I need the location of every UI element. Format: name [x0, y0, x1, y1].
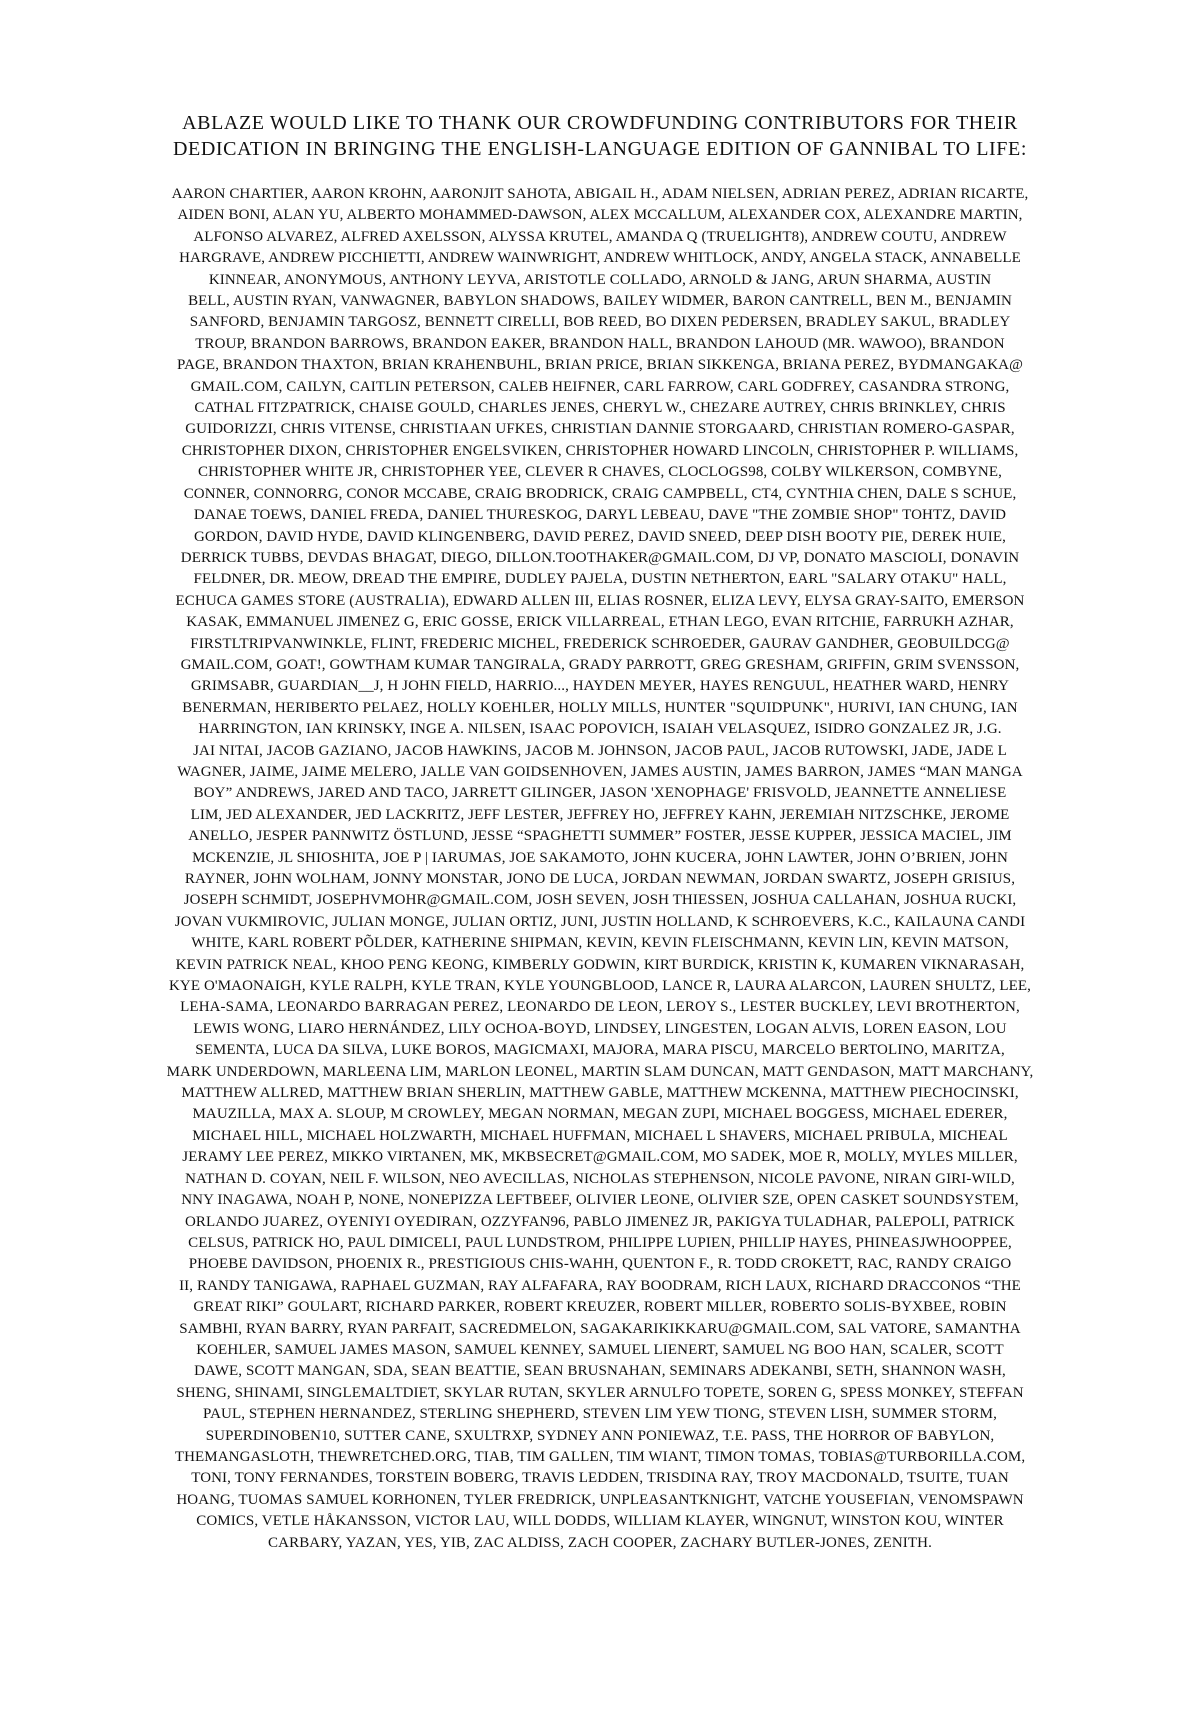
- contributor-line: BOY” ANDREWS, JARED AND TACO, JARRETT GILINGER, JASON 'XENOPHAGE' FRISVOLD, JEANNETTE ANNELIESE: [193, 785, 1007, 802]
- contributor-line: FIRSTLTRIPVANWINKLE, FLINT, FREDERIC MICHEL, FREDERICK SCHROEDER, GAURAV GANDHER, GEOBUILDCG@: [190, 635, 1010, 652]
- contributor-line: ALFONSO ALVAREZ, ALFRED AXELSSON, ALYSSA KRUTEL, AMANDA Q (TRUELIGHT8), ANDREW COUTU, ANDREW: [193, 228, 1007, 245]
- contributor-line: KINNEAR, ANONYMOUS, ANTHONY LEYVA, ARISTOTLE COLLADO, ARNOLD & JANG, ARUN SHARMA, AUSTIN: [208, 271, 992, 288]
- contributor-line: FELDNER, DR. MEOW, DREAD THE EMPIRE, DUDLEY PAJELA, DUSTIN NETHERTON, EARL "SALARY OTAKU" HALL,: [193, 571, 1007, 588]
- contributor-line: PHOEBE DAVIDSON, PHOENIX R., PRESTIGIOUS CHIS-WAHH, QUENTON F., R. TODD CROKETT, RAC, RANDY CRAIGO: [188, 1256, 1012, 1273]
- contributor-line: CATHAL FITZPATRICK, CHAISE GOULD, CHARLES JENES, CHERYL W., CHEZARE AUTREY, CHRIS BRINKLEY, CHRIS: [194, 400, 1006, 417]
- contributor-line: LEWIS WONG, LIARO HERNÁNDEZ, LILY OCHOA-BOYD, LINDSEY, LINGESTEN, LOGAN ALVIS, LOREN EASON, LOU: [193, 1020, 1007, 1037]
- contributor-line: CHRISTOPHER DIXON, CHRISTOPHER ENGELSVIKEN, CHRISTOPHER HOWARD LINCOLN, CHRISTOPHER P. WILLIAMS,: [181, 442, 1019, 459]
- contributor-line: JOVAN VUKMIROVIC, JULIAN MONGE, JULIAN ORTIZ, JUNI, JUSTIN HOLLAND, K SCHROEVERS, K.C., KAILAUNA CANDI: [174, 913, 1026, 930]
- contributor-line: MARK UNDERDOWN, MARLEENA LIM, MARLON LEONEL, MARTIN SLAM DUNCAN, MATT GENDASON, MATT MARCHANY,: [166, 1063, 1034, 1080]
- contributor-line: COMICS, VETLE HÅKANSSON, VICTOR LAU, WILL DODDS, WILLIAM KLAYER, WINGNUT, WINSTON KOU, WINTER: [196, 1513, 1004, 1530]
- contributor-line: DANAE TOEWS, DANIEL FREDA, DANIEL THURESKOG, DARYL LEBEAU, DAVE "THE ZOMBIE SHOP" TOHTZ, DAVID: [193, 507, 1007, 524]
- contributor-line: AARON CHARTIER, AARON KROHN, AARONJIT SAHOTA, ABIGAIL H., ADAM NIELSEN, ADRIAN PEREZ, ADRIAN RICARTE,: [171, 186, 1029, 202]
- contributor-line: DERRICK TUBBS, DEVDAS BHAGAT, DIEGO, DILLON.TOOTHAKER@GMAIL.COM, DJ VP, DONATO MASCIOLI, DONAVIN: [180, 549, 1020, 566]
- contributor-line: ORLANDO JUAREZ, OYENIYI OYEDIRAN, OZZYFAN96, PABLO JIMENEZ JR, PAKIGYA TULADHAR, PALEPOLI, PATRICK: [185, 1213, 1015, 1230]
- contributor-line: GMAIL.COM, CAILYN, CAITLIN PETERSON, CALEB HEIFNER, CARL FARROW, CARL GODFREY, CASANDRA STRONG,: [190, 378, 1010, 395]
- contributor-line: TONI, TONY FERNANDES, TORSTEIN BOBERG, TRAVIS LEDDEN, TRISDINA RAY, TROY MACDONALD, TSUITE, TUAN: [191, 1470, 1009, 1487]
- contributor-line: JOSEPH SCHMIDT, JOSEPHVMOHR@GMAIL.COM, JOSH SEVEN, JOSH THIESSEN, JOSHUA CALLAHAN, JOSHUA RUCKI,: [183, 892, 1017, 909]
- contributor-line: KOEHLER, SAMUEL JAMES MASON, SAMUEL KENNEY, SAMUEL LIENERT, SAMUEL NG BOO HAN, SCALER, SCOTT: [196, 1341, 1004, 1358]
- contributor-line: SAMBHI, RYAN BARRY, RYAN PARFAIT, SACREDMELON, SAGAKARIKIKKARU@GMAIL.COM, SAL VATORE, SAMANTHA: [179, 1320, 1021, 1337]
- contributor-line: PAGE, BRANDON THAXTON, BRIAN KRAHENBUHL, BRIAN PRICE, BRIAN SIKKENGA, BRIANA PEREZ, BYDMANGAKA@: [177, 357, 1023, 374]
- contributor-line: II, RANDY TANIGAWA, RAPHAEL GUZMAN, RAY ALFAFARA, RAY BOODRAM, RICH LAUX, RICHARD DRACCONOS “THE: [179, 1277, 1021, 1294]
- contributor-line: JERAMY LEE PEREZ, MIKKO VIRTANEN, MK, MKBSECRET@GMAIL.COM, MO SADEK, MOE R, MOLLY, MYLES MILLER,: [182, 1149, 1018, 1166]
- contributor-line: KASAK, EMMANUEL JIMENEZ G, ERIC GOSSE, ERICK VILLARREAL, ETHAN LEGO, EVAN RITCHIE, FARRUKH AZHAR,: [186, 614, 1014, 631]
- contributor-line: GMAIL.COM, GOAT!, GOWTHAM KUMAR TANGIRALA, GRADY PARROTT, GREG GRESHAM, GRIFFIN, GRIM SVENSSON,: [180, 656, 1020, 673]
- contributor-line: SHENG, SHINAMI, SINGLEMALTDIET, SKYLAR RUTAN, SKYLER ARNULFO TOPETE, SOREN G, SPESS MONKEY, STEFFAN: [176, 1384, 1024, 1401]
- contributor-line: LIM, JED ALEXANDER, JED LACKRITZ, JEFF LESTER, JEFFREY HO, JEFFREY KAHN, JEREMIAH NITZSCHKE, JEROME: [190, 806, 1010, 823]
- contributor-line: PAUL, STEPHEN HERNANDEZ, STERLING SHEPHERD, STEVEN LIM YEW TIONG, STEVEN LISH, SUMMER STORM,: [203, 1406, 997, 1423]
- thank-you-heading: [120, 110, 1080, 162]
- contributor-line: SEMENTA, LUCA DA SILVA, LUKE BOROS, MAGICMAXI, MAJORA, MARA PISCU, MARCELO BERTOLINO, MARITZA,: [195, 1042, 1005, 1059]
- contributor-line: CELSUS, PATRICK HO, PAUL DIMICELI, PAUL LUNDSTROM, PHILIPPE LUPIEN, PHILLIP HAYES, PHINEASJWHOOPPEE,: [188, 1234, 1012, 1251]
- contributor-line: ANELLO, JESPER PANNWITZ ÖSTLUND, JESSE “SPAGHETTI SUMMER” FOSTER, JESSE KUPPER, JESSICA MACIEL, JIM: [188, 828, 1012, 845]
- contributor-line: GRIMSABR, GUARDIAN__J, H JOHN FIELD, HARRIO..., HAYDEN MEYER, HAYES RENGUUL, HEATHER WARD, HENRY: [190, 678, 1010, 695]
- contributor-line: BENERMAN, HERIBERTO PELAEZ, HOLLY KOEHLER, HOLLY MILLS, HUNTER "SQUIDPUNK", HURIVI, IAN CHUNG, IAN: [182, 699, 1018, 716]
- contributor-line: HOANG, TUOMAS SAMUEL KORHONEN, TYLER FREDRICK, UNPLEASANTKNIGHT, VATCHE YOUSEFIAN, VENOMSPAWN: [176, 1491, 1024, 1508]
- contributor-line: TROUP, BRANDON BARROWS, BRANDON EAKER, BRANDON HALL, BRANDON LAHOUD (MR. WAWOO), BRANDON: [195, 335, 1005, 352]
- contributor-line: RAYNER, JOHN WOLHAM, JONNY MONSTAR, JONO DE LUCA, JORDAN NEWMAN, JORDAN SWARTZ, JOSEPH GRISIUS,: [184, 871, 1016, 887]
- contributor-line: NATHAN D. COYAN, NEIL F. WILSON, NEO AVECILLAS, NICHOLAS STEPHENSON, NICOLE PAVONE, NIRAN GIRI-WILD,: [185, 1170, 1015, 1187]
- contributor-line: THEMANGASLOTH, THEWRETCHED.ORG, TIAB, TIM GALLEN, TIM WIANT, TIMON TOMAS, TOBIAS@TURBORILLA.COM,: [174, 1448, 1026, 1465]
- contributor-line: SANFORD, BENJAMIN TARGOSZ, BENNETT CIRELLI, BOB REED, BO DIXEN PEDERSEN, BRADLEY SAKUL, BRADLEY: [189, 314, 1011, 331]
- contributor-line: JAI NITAI, JACOB GAZIANO, JACOB HAWKINS, JACOB M. JOHNSON, JACOB PAUL, JACOB RUTOWSKI, JADE, JADE L: [193, 742, 1007, 759]
- contributor-line: NNY INAGAWA, NOAH P, NONE, NONEPIZZA LEFTBEEF, OLIVIER LEONE, OLIVIER SZE, OPEN CASKET SOUNDSYSTEM,: [181, 1192, 1019, 1209]
- contributor-line: KYE O'MAONAIGH, KYLE RALPH, KYLE TRAN, KYLE YOUNGBLOOD, LANCE R, LAURA ALARCON, LAUREN SHULTZ, LEE,: [168, 978, 1031, 995]
- contributor-line: BELL, AUSTIN RYAN, VANWAGNER, BABYLON SHADOWS, BAILEY WIDMER, BARON CANTRELL, BEN M., BENJAMIN: [188, 293, 1012, 310]
- contributor-line: AIDEN BONI, ALAN YU, ALBERTO MOHAMMED-DAWSON, ALEX MCCALLUM, ALEXANDER COX, ALEXANDRE MARTIN,: [177, 207, 1023, 224]
- contributor-line: HARGRAVE, ANDREW PICCHIETTI, ANDREW WAINWRIGHT, ANDREW WHITLOCK, ANDY, ANGELA STACK, ANNABELLE: [179, 250, 1021, 267]
- contributor-line: CONNER, CONNORRG, CONOR MCCABE, CRAIG BRODRICK, CRAIG CAMPBELL, CT4, CYNTHIA CHEN, DALE S SCHUE,: [183, 485, 1017, 502]
- contributor-line: DAWE, SCOTT MANGAN, SDA, SEAN BEATTIE, SEAN BRUSNAHAN, SEMINARS ADEKANBI, SETH, SHANNON WASH,: [194, 1363, 1006, 1380]
- contributor-line: MCKENZIE, JL SHIOSHITA, JOE P | IARUMAS, JOE SAKAMOTO, JOHN KUCERA, JOHN LAWTER, JOHN O’BRIEN, JOHN: [192, 849, 1008, 866]
- contributor-line: LEHA-SAMA, LEONARDO BARRAGAN PEREZ, LEONARDO DE LEON, LEROY S., LESTER BUCKLEY, LEVI BROTHERTON,: [180, 999, 1020, 1016]
- heading-line: ABLAZE WOULD LIKE TO THANK OUR CROWDFUNDING CONTRIBUTORS FOR THEIR: [182, 112, 1018, 134]
- contributor-line: KEVIN PATRICK NEAL, KHOO PENG KEONG, KIMBERLY GODWIN, KIRT BURDICK, KRISTIN K, KUMAREN VIKNARASAH,: [175, 956, 1025, 973]
- contributor-line: WAGNER, JAIME, JAIME MELERO, JALLE VAN GOIDSENHOVEN, JAMES AUSTIN, JAMES BARRON, JAMES “MAN MANGA: [177, 763, 1023, 780]
- contributor-line: CARBARY, YAZAN, YES, YIB, ZAC ALDISS, ZACH COOPER, ZACHARY BUTLER-JONES, ZENITH.: [268, 1534, 932, 1551]
- contributor-line: MATTHEW ALLRED, MATTHEW BRIAN SHERLIN, MATTHEW GABLE, MATTHEW MCKENNA, MATTHEW PIECHOCINSKI,: [181, 1085, 1019, 1102]
- contributor-line: ECHUCA GAMES STORE (AUSTRALIA), EDWARD ALLEN III, ELIAS ROSNER, ELIZA LEVY, ELYSA GRAY-SAITO, EMERSON: [175, 592, 1025, 609]
- contributor-list: [70, 184, 1130, 1554]
- heading-line: DEDICATION IN BRINGING THE ENGLISH-LANGUAGE EDITION OF GANNIBAL TO LIFE:: [172, 138, 1028, 160]
- contributor-line: SUPERDINOBEN10, SUTTER CANE, SXULTRXP, SYDNEY ANN PONIEWAZ, T.E. PASS, THE HORROR OF BABYLON,: [205, 1427, 995, 1444]
- contributor-line: MICHAEL HILL, MICHAEL HOLZWARTH, MICHAEL HUFFMAN, MICHAEL L SHAVERS, MICHAEL PRIBULA, MICHEAL: [192, 1127, 1008, 1144]
- contributor-line: MAUZILLA, MAX A. SLOUP, M CROWLEY, MEGAN NORMAN, MEGAN ZUPI, MICHAEL BOGGESS, MICHAEL EDERER,: [192, 1106, 1008, 1123]
- contributor-line: CHRISTOPHER WHITE JR, CHRISTOPHER YEE, CLEVER R CHAVES, CLOCLOGS98, COLBY WILKERSON, COMBYNE,: [198, 464, 1002, 481]
- contributor-line: GORDON, DAVID HYDE, DAVID KLINGENBERG, DAVID PEREZ, DAVID SNEED, DEEP DISH BOOTY PIE, DEREK HUIE,: [193, 528, 1007, 545]
- contributor-line: GREAT RIKI” GOULART, RICHARD PARKER, ROBERT KREUZER, ROBERT MILLER, ROBERTO SOLIS-BYXBEE, ROBIN: [193, 1299, 1007, 1316]
- contributor-line: WHITE, KARL ROBERT PÕLDER, KATHERINE SHIPMAN, KEVIN, KEVIN FLEISCHMANN, KEVIN LIN, KEVIN MATSON,: [191, 935, 1009, 952]
- contributor-line: HARRINGTON, IAN KRINSKY, INGE A. NILSEN, ISAAC POPOVICH, ISAIAH VELASQUEZ, ISIDRO GONZALEZ JR, J.G.: [198, 721, 1002, 738]
- contributor-line: GUIDORIZZI, CHRIS VITENSE, CHRISTIAAN UFKES, CHRISTIAN DANNIE STORGAARD, CHRISTIAN ROMERO-GASPAR,: [185, 421, 1015, 438]
